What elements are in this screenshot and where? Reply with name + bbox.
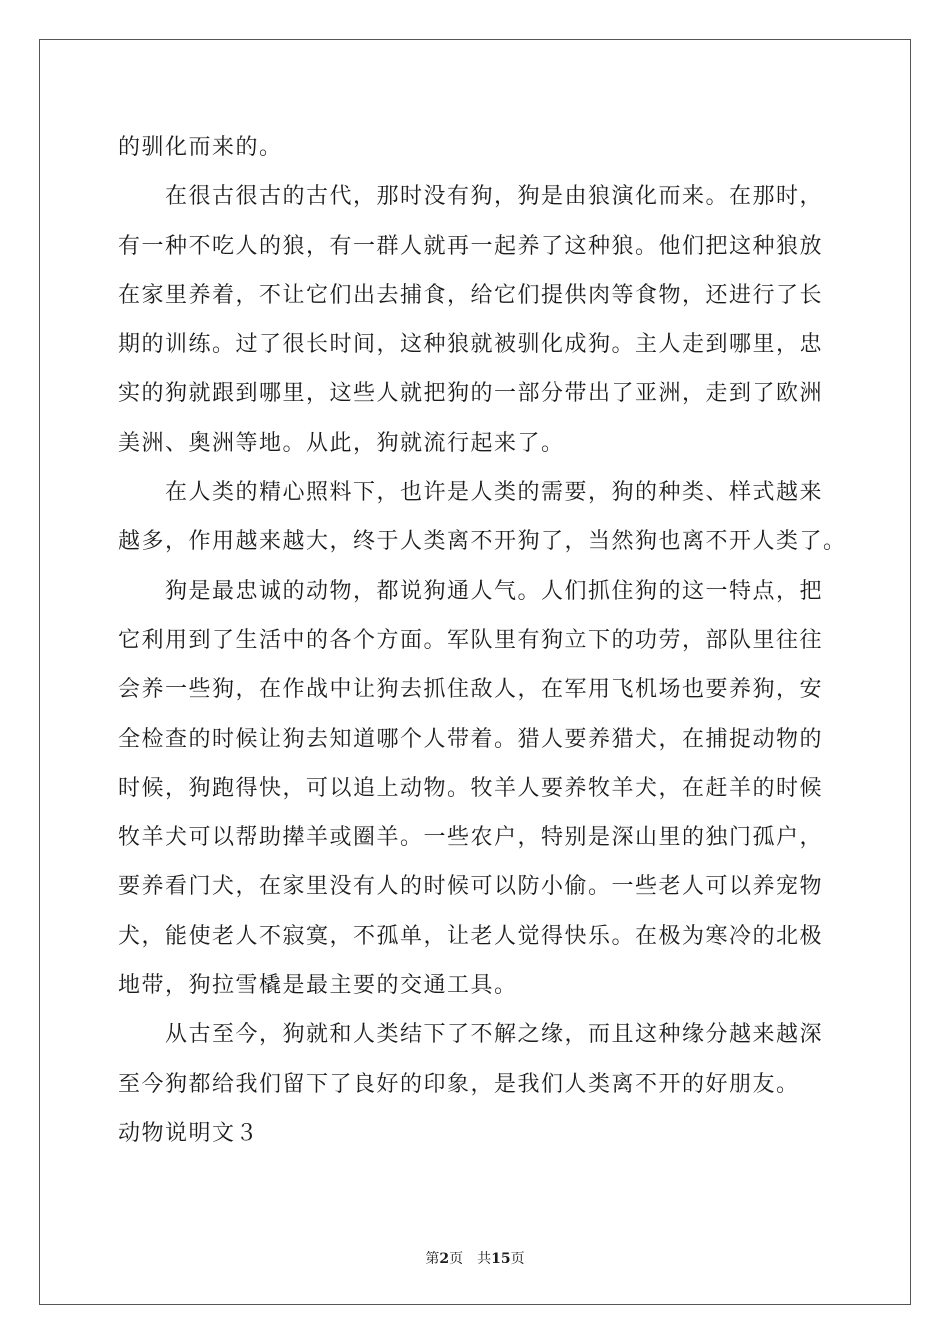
paragraph-start: 狗是最忠诚的动物，都说狗通人气。人们抓住狗的这一特点，把 — [165, 578, 824, 604]
page-prefix: 第 — [425, 1251, 440, 1267]
total-page-number: 15 — [491, 1251, 511, 1267]
text-line: 越多，作用越来越大，终于人类离不开狗了，当然狗也离不开人类了。 — [118, 529, 847, 555]
text-line: 犬，能使老人不寂寞，不孤单，让老人觉得快乐。在极为寒冷的北极 — [118, 923, 824, 949]
page-suffix: 页 — [449, 1251, 464, 1267]
text-line: 牧羊犬可以帮助撵羊或圈羊。一些农户，特别是深山里的独门孤户， — [118, 825, 824, 851]
text-line: 实的狗就跟到哪里，这些人就把狗的一部分带出了亚洲，走到了欧洲 — [118, 381, 824, 407]
total-suffix: 页 — [510, 1251, 525, 1267]
text-line: 期的训练。过了很长时间，这种狼就被驯化成狗。主人走到哪里，忠 — [118, 332, 824, 358]
text-line: 全检查的时候让狗去知道哪个人带着。猎人要养猎犬，在捕捉动物的 — [118, 726, 824, 752]
text-line: 的驯化而来的。 — [118, 135, 283, 160]
text-line: 时候，狗跑得快，可以追上动物。牧羊人要养牧羊犬，在赶羊的时候 — [118, 775, 824, 801]
text-line: 会养一些狗，在作战中让狗去抓住敌人，在军用飞机场也要养狗，安 — [118, 677, 824, 703]
current-page-number: 2 — [439, 1251, 450, 1267]
text-line: 至今狗都给我们留下了良好的印象，是我们人类离不开的好朋友。 — [118, 1071, 800, 1097]
text-line: 要养看门犬，在家里没有人的时候可以防小偷。一些老人可以养宠物 — [118, 874, 824, 900]
text-line: 有一种不吃人的狼，有一群人就再一起养了这种狼。他们把这种狼放 — [118, 233, 824, 259]
document-body — [118, 128, 847, 1163]
total-prefix: 共 — [477, 1251, 492, 1267]
text-line: 美洲、奥洲等地。从此，狗就流行起来了。 — [118, 430, 565, 456]
text-line: 在家里养着，不让它们出去捕食，给它们提供肉等食物，还进行了长 — [118, 282, 824, 308]
paragraph-start: 从古至今，狗就和人类结下了不解之缘，而且这种缘分越来越深 — [165, 1022, 824, 1048]
text-line: 地带，狗拉雪橇是最主要的交通工具。 — [118, 973, 518, 999]
section-heading: 动物说明文３ — [118, 1120, 260, 1146]
page-footer — [0, 1248, 950, 1268]
paragraph-start: 在人类的精心照料下，也许是人类的需要，狗的种类、样式越来 — [165, 480, 824, 506]
paragraph-start: 在很古很古的古代，那时没有狗，狗是由狼演化而来。在那时， — [165, 184, 824, 210]
text-line: 它利用到了生活中的各个方面。军队里有狗立下的功劳，部队里往往 — [118, 627, 824, 653]
